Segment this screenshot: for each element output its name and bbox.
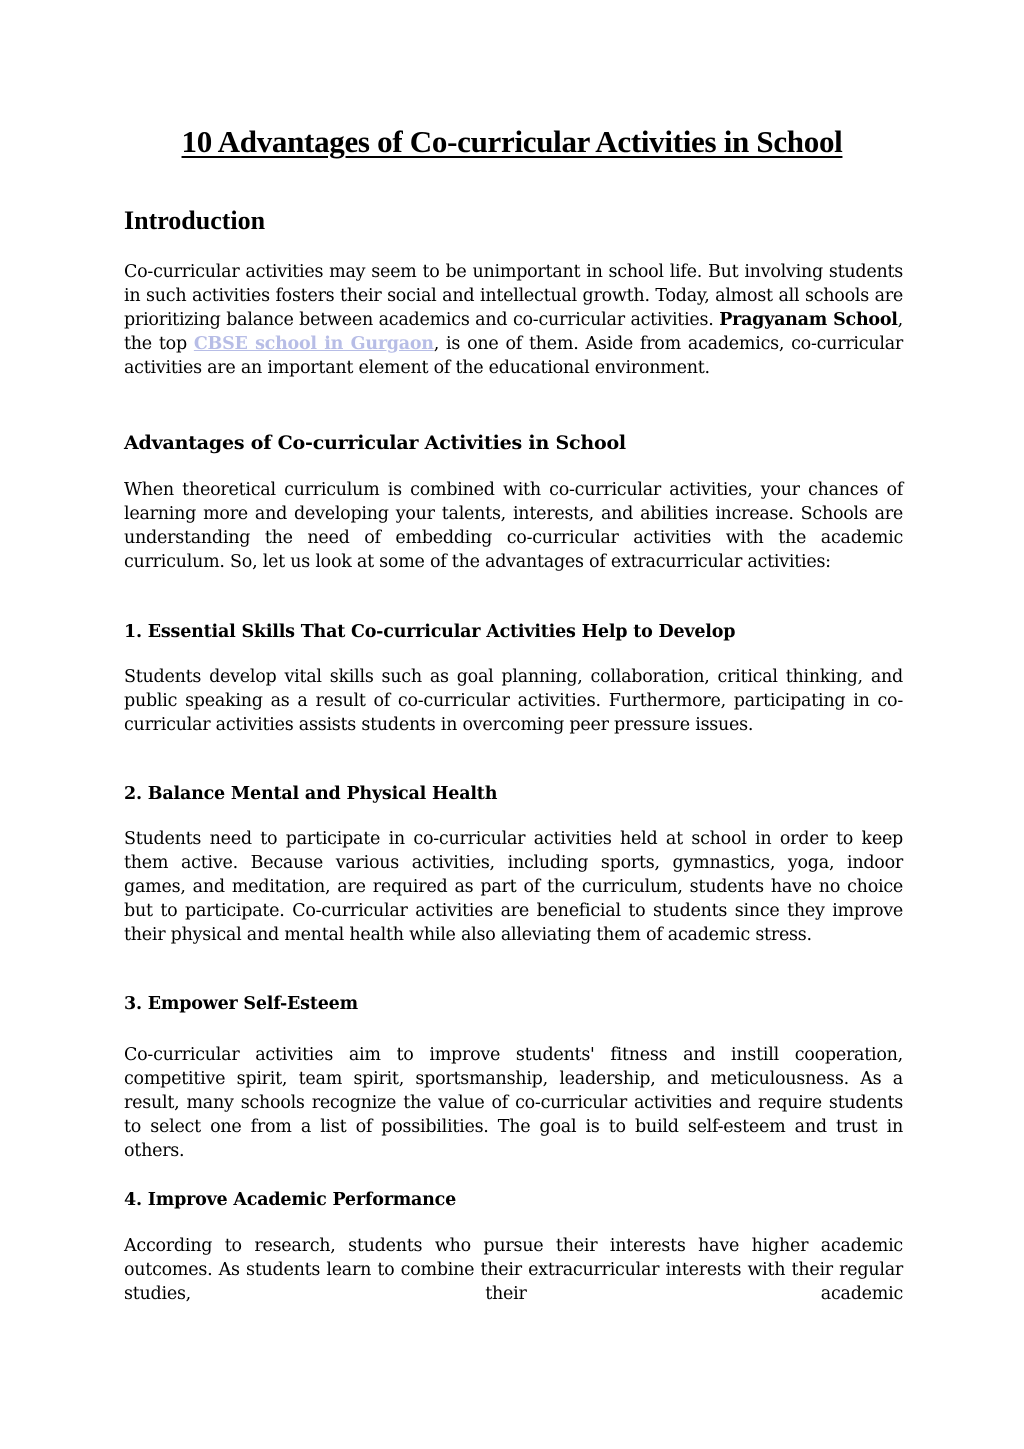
advantages-paragraph: When theoretical curriculum is combined with co-curricular activities, your chances of learning more and developing your talents, interests, and abilities increase. Schools are understanding the need of embedding co-curricular activities with the academic curriculum. So, let us look at some of the advantages of extracurricular activities:: [124, 480, 903, 572]
school-name: Pragyanam School: [719, 310, 898, 330]
document-title: 10 Advantages of Co-curricular Activities in School: [181, 124, 843, 159]
item-4-paragraph: According to research, students who pursue their interests have higher academic outcomes. As students learn to combine their extracurricular interests with their regular studies, their academic: [124, 1236, 903, 1304]
intro-heading: Introduction: [124, 206, 266, 235]
item-2-paragraph: Students need to participate in co-curricular activities held at school in order to keep them active. Because various activities, including sports, gymnastics, yoga, indoor games, and meditation, are required as part of the curriculum, students have no choice but to participate. Co-curricular activities are beneficial to students since they improve their physical and mental health while also alleviating them of academic stress.: [124, 829, 903, 945]
intro-text-part3: , is one of them. Aside from academics, co-curricular activities are an important element of the educational environment.: [124, 334, 903, 378]
item-3-heading: 3. Empower Self-Esteem: [124, 994, 358, 1014]
item-1-heading: 1. Essential Skills That Co-curricular Activities Help to Develop: [124, 622, 736, 642]
intro-paragraph: [124, 260, 903, 380]
cbse-school-link[interactable]: CBSE school in Gurgaon: [193, 334, 434, 354]
intro-text-part1: Co-curricular activities may seem to be unimportant in school life. But involving students in such activities fosters their social and intellectual growth. Today, almost all schools are prioritizing balance between academics and co-curricular activities.: [124, 262, 903, 330]
intro-text-part2: , the top: [124, 310, 903, 354]
item-3-paragraph: Co-curricular activities aim to improve students' fitness and instill cooperation, competitive spirit, team spirit, sportsmanship, leadership, and meticulousness. As a result, many schools recognize the value of co-curricular activities and require students to select one from a list of possibilities. The goal is to build self-esteem and trust in others.: [124, 1045, 903, 1161]
item-1-paragraph: Students develop vital skills such as goal planning, collaboration, critical thinking, and public speaking as a result of co-curricular activities. Furthermore, participating in co-curricular activities assists students in overcoming peer pressure issues.: [124, 667, 903, 735]
item-4-heading: 4. Improve Academic Performance: [124, 1190, 457, 1210]
advantages-heading: Advantages of Co-curricular Activities in School: [124, 432, 626, 454]
item-2-heading: 2. Balance Mental and Physical Health: [124, 784, 498, 804]
